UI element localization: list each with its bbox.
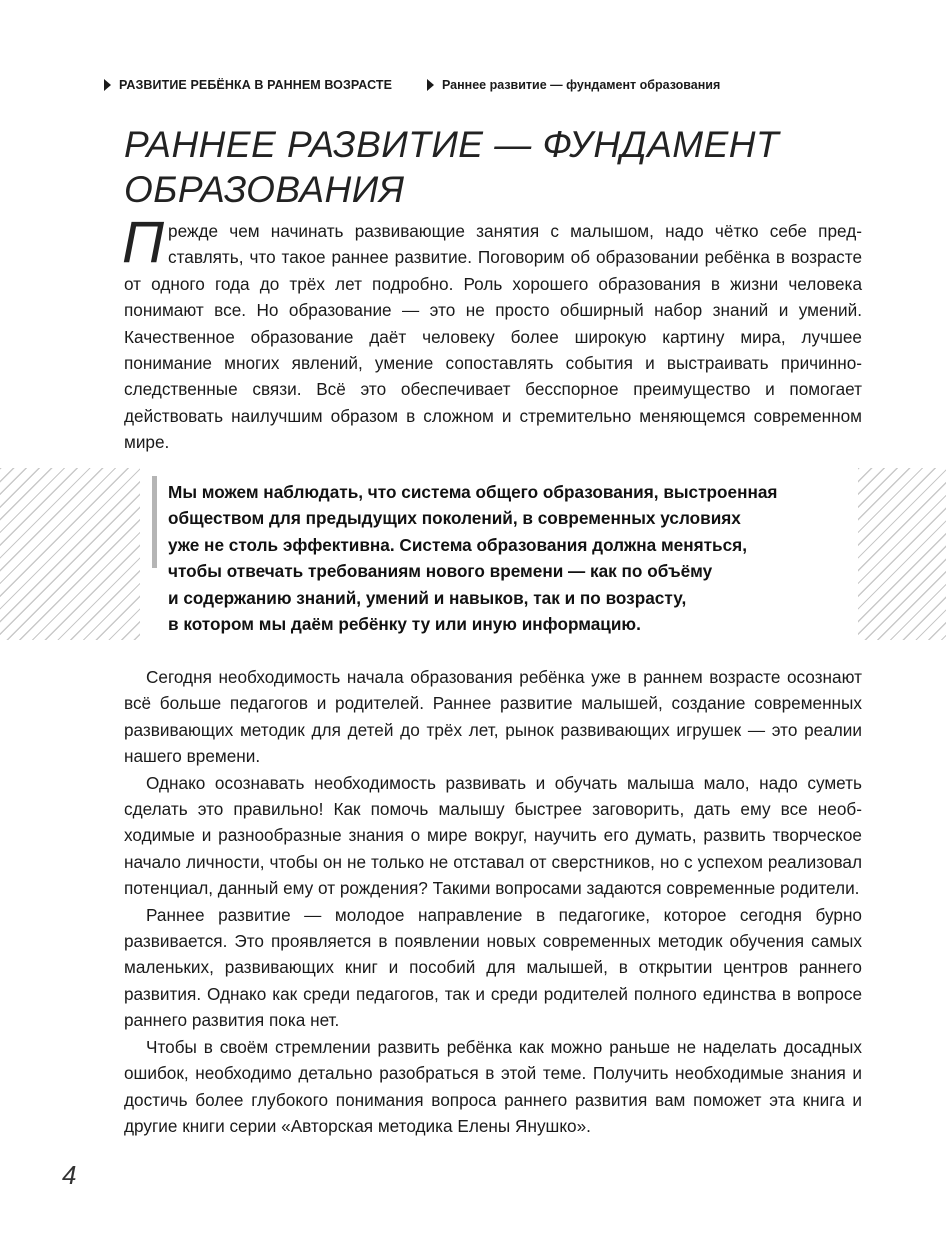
section-label: РАЗВИТИЕ РЕБЁНКА В РАННЕМ ВОЗРАСТЕ: [119, 78, 393, 92]
quote-line: обществом для предыдущих поколений, в современных условиях: [168, 508, 741, 529]
body-paragraph: Раннее развитие — молодое направление в педагогике, которое сегодня бурно развивается. Это проявляется в появлении новых современных методик обучения самых маленьких, развивающих книг и пособий для малышей, в открытии центров раннего развития. Однако как среди педагогов, так и среди родителей полного единства в вопросе раннего развития пока нет.: [124, 904, 862, 1031]
running-header: [104, 78, 804, 98]
body-paragraph: Чтобы в своём стремлении развить ребёнка как можно раньше не наделать досадных ошибок, необходимо детально разобраться в этой теме. Получить необходимые знания и достичь более глубокого понимания вопроса раннего развития вам поможет эта книга и другие книги серии «Авторская методика Елены Янушко».: [124, 1036, 862, 1136]
quote-bar: [152, 476, 157, 568]
hatch-decoration-left: [0, 468, 140, 640]
quote-band: [0, 468, 946, 640]
quote-line: чтобы отвечать требованиям нового времени — как по объёму: [168, 561, 713, 582]
drop-cap: П: [122, 210, 165, 275]
triangle-bullet-icon: [427, 79, 434, 91]
body-text: [124, 664, 862, 1139]
chapter-label: Раннее развитие — фундамент образования: [442, 78, 721, 92]
triangle-bullet-icon: [104, 79, 111, 91]
quote-line: в котором мы даём ребёнку ту или иную информацию.: [168, 614, 641, 635]
body-paragraph: Однако осознавать необходимость развивать и обучать малыша мало, надо суметь сделать это правильно! Как помочь малышу быстрее заговорить, дать ему все необходимые и разнообразные знания о мире вокруг, научить его думать, развить творческое начало личности, чтобы он не только не отставал от сверстников, но с успехом реализовал потенциал, данный ему от рождения? Такими вопросами задаются современные родители.: [124, 772, 862, 899]
hatch-decoration-right: [858, 468, 946, 640]
quote-line: уже не столь эффективна. Система образования должна меняться,: [168, 534, 747, 555]
page-number: 4: [62, 1160, 77, 1190]
intro-text: режде чем начинать развивающие занятия с малышом, надо чётко себе представлять, что такое раннее развитие. Поговорим об образовании ребёнка в возрасте от одного года до трёх лет подробно. Роль хорошего образования в жизни человека понимают все. Но образование — это не просто обширный набор знаний и умений. Качественное образование даёт человеку более широкую картину мира, лучшее понимание многих явлений, умение сопоставлять события и выстраивать причинно-следственные связи. Всё это обеспечивает бесспорное преимущество и помогает действовать наилучшим образом в сложном и стремительно меняющемся современном мире.: [124, 221, 862, 453]
running-header-chapter: [427, 78, 720, 92]
page-title: РАННЕЕ РАЗВИТИЕ — ФУНДАМЕНТ ОБРАЗОВАНИЯ: [124, 124, 780, 210]
running-header-section: [104, 78, 392, 92]
quote-line: и содержанию знаний, умений и навыков, так и по возрасту,: [168, 587, 687, 608]
body-paragraph: Сегодня необходимость начала образования ребёнка уже в раннем возрасте осознают всё больше педагогов и родителей. Раннее развитие малышей, создание современных развивающих методик для детей до трёх лет, рынок развивающих игрушек — это реалии нашего времени.: [124, 667, 862, 767]
pull-quote: [168, 479, 856, 637]
quote-line: Мы можем наблюдать, что система общего образования, выстроенная: [168, 482, 778, 502]
intro-paragraph: [122, 210, 862, 456]
